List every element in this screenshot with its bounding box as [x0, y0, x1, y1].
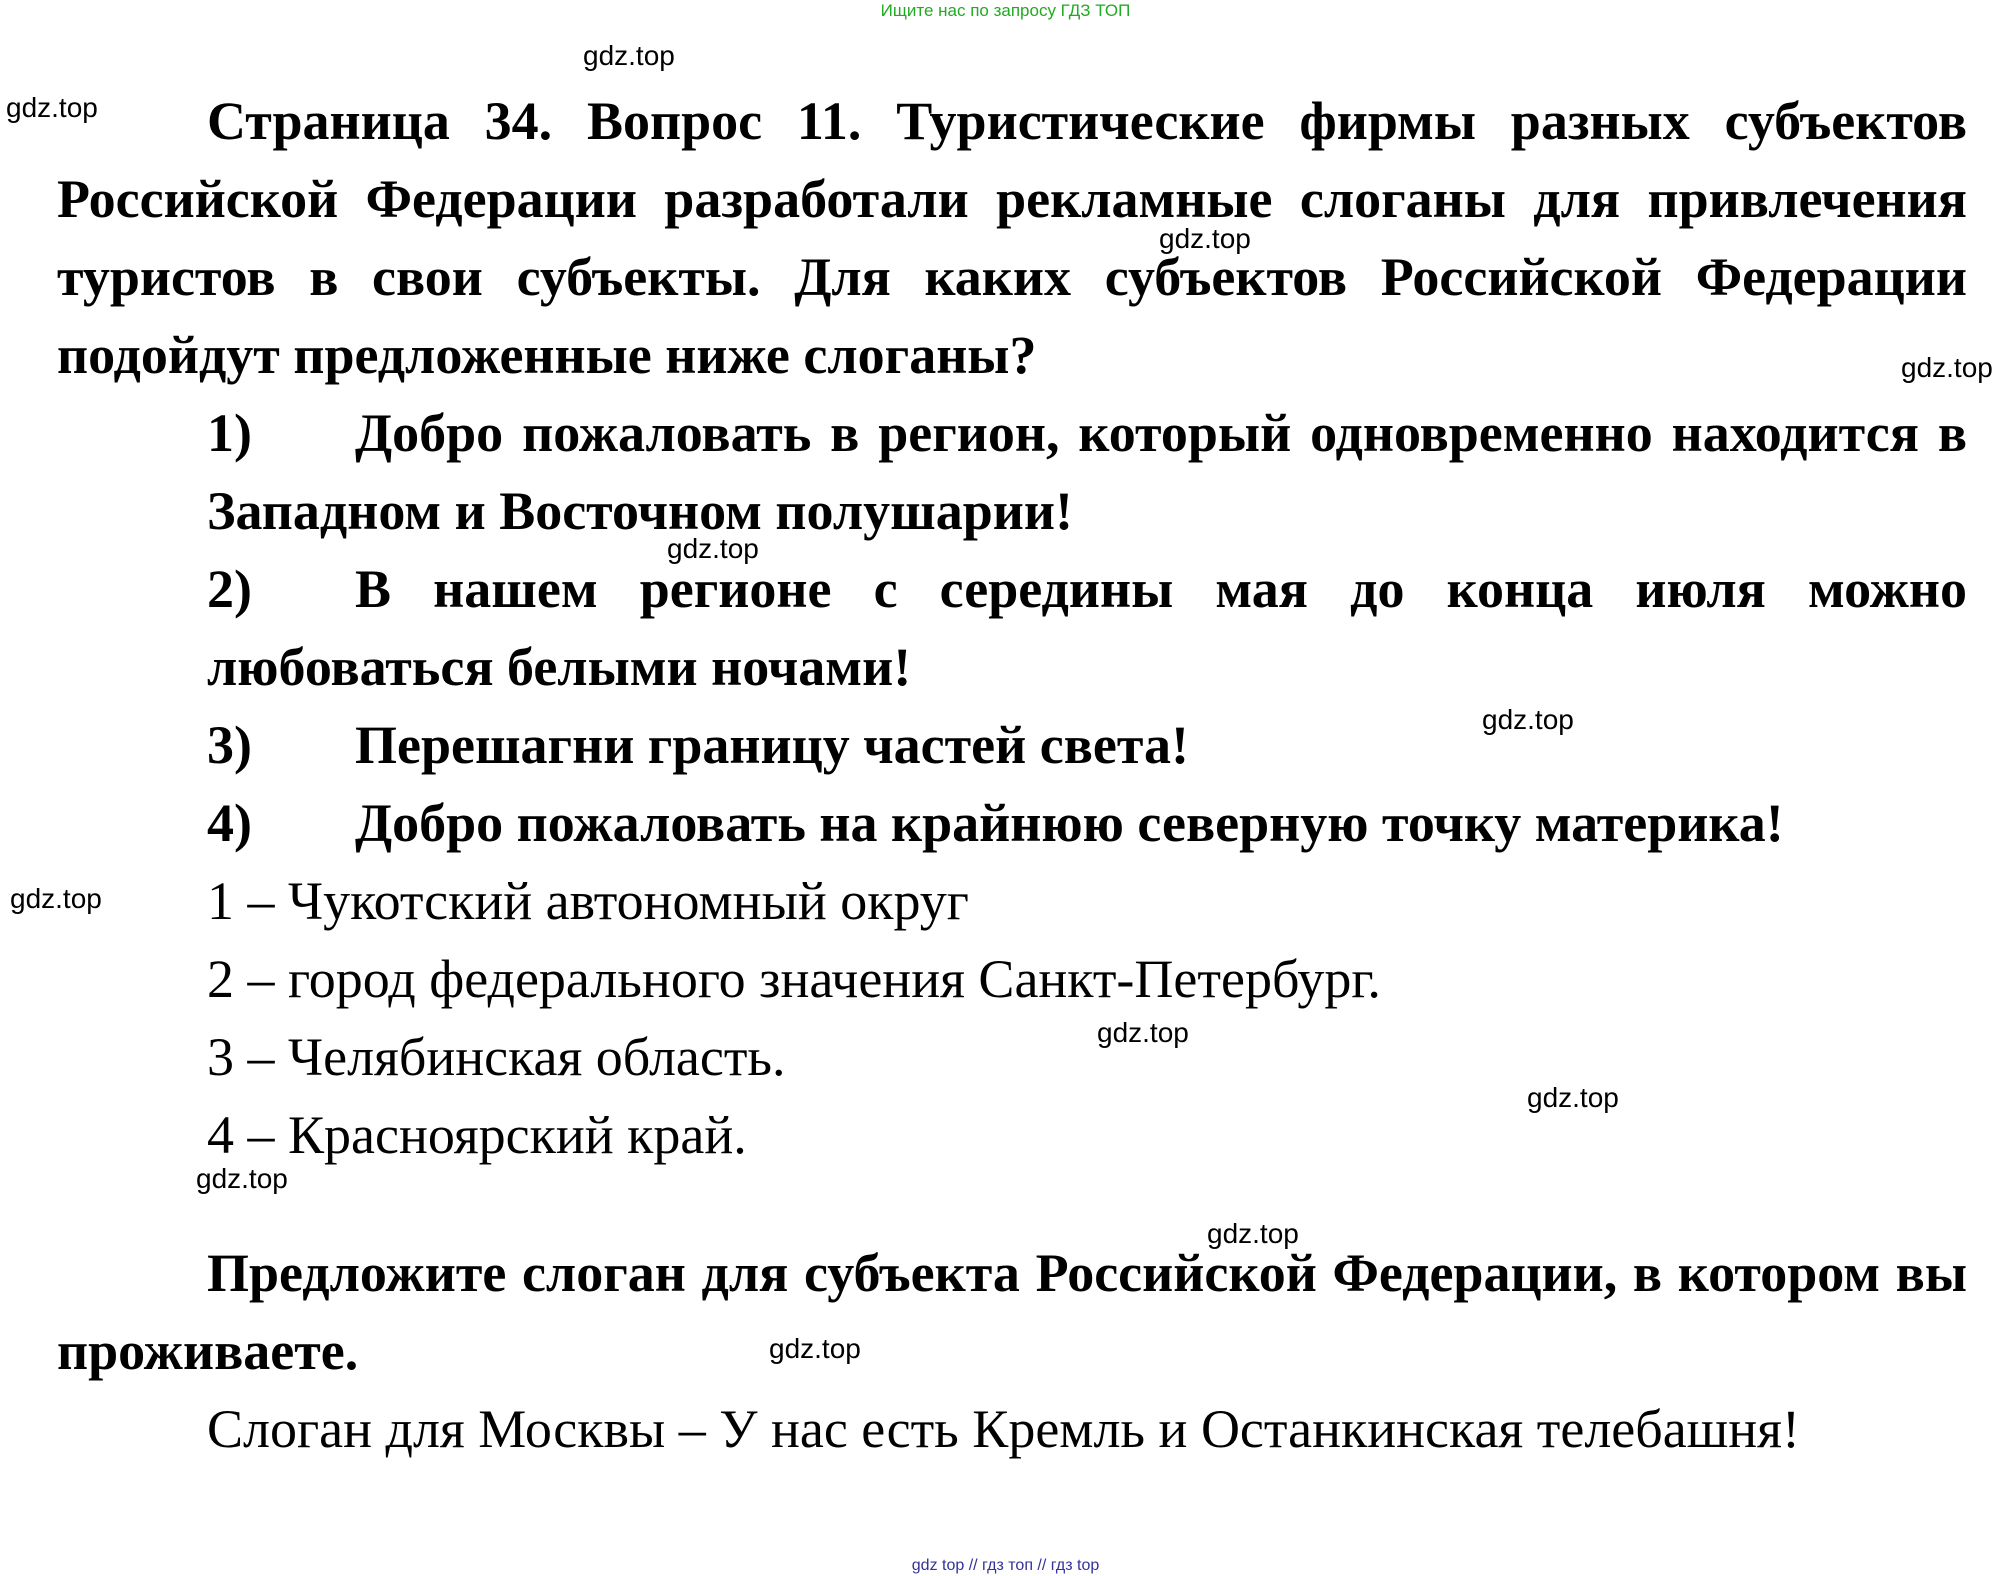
- slogan-number: 3): [207, 715, 252, 775]
- slogan-item: [57, 550, 1967, 706]
- watermark: gdz.top: [196, 1163, 288, 1194]
- slogan-number: 2): [207, 559, 252, 619]
- slogan-number: 1): [207, 403, 252, 463]
- watermark: gdz.top: [667, 533, 759, 564]
- answer-line: 1 – Чукотский автономный округ: [207, 871, 969, 931]
- watermark: gdz.top: [1527, 1082, 1619, 1113]
- watermark: gdz.top: [769, 1333, 861, 1364]
- watermark: gdz.top: [1901, 352, 1993, 383]
- document-body: [57, 82, 1967, 1468]
- slogan-text: Добро пожаловать в регион, который одновременно находится в Западном и Восточном полушарии!: [207, 403, 1967, 541]
- search-hint-link[interactable]: Ищите нас по запросу ГДЗ ТОП: [880, 1, 1131, 20]
- watermark: gdz.top: [1207, 1218, 1299, 1249]
- answer-line: 2 – город федерального значения Санкт-Петербург.: [207, 949, 1381, 1009]
- watermark: gdz.top: [6, 92, 98, 123]
- slogan-item: [57, 394, 1967, 550]
- slogan-text: Перешагни границу частей света!: [355, 715, 1189, 775]
- slogan-text: Добро пожаловать на крайнюю северную точку материка!: [355, 793, 1784, 853]
- slogan-item: [57, 706, 1967, 784]
- question-title: Страница 34. Вопрос 11. Туристические фирмы разных субъектов Российской Федерации разработали рекламные слоганы для привлечения туристов в свои субъекты. Для каких субъектов Российской Федерации подойдут предложенные ниже слоганы?: [57, 91, 1967, 385]
- slogan-item: [57, 784, 1967, 862]
- footer-links[interactable]: gdz top // гдз топ // гдз top: [911, 1557, 1100, 1574]
- watermark: gdz.top: [583, 40, 675, 71]
- answer-line: 4 – Красноярский край.: [207, 1105, 747, 1165]
- watermark: gdz.top: [1159, 223, 1251, 254]
- task-prompt: Предложите слоган для субъекта Российской Федерации, в котором вы проживаете.: [57, 1243, 1967, 1381]
- task-answer: Слоган для Москвы – У нас есть Кремль и Останкинская телебашня!: [207, 1399, 1800, 1459]
- watermark: gdz.top: [1097, 1017, 1189, 1048]
- answer-line: 3 – Челябинская область.: [207, 1027, 786, 1087]
- section-gap: [57, 1174, 1967, 1234]
- watermark: gdz.top: [1482, 704, 1574, 735]
- slogan-text: В нашем регионе с середины мая до конца июля можно любоваться белыми ночами!: [207, 559, 1967, 697]
- watermark: gdz.top: [10, 883, 102, 914]
- slogan-number: 4): [207, 793, 252, 853]
